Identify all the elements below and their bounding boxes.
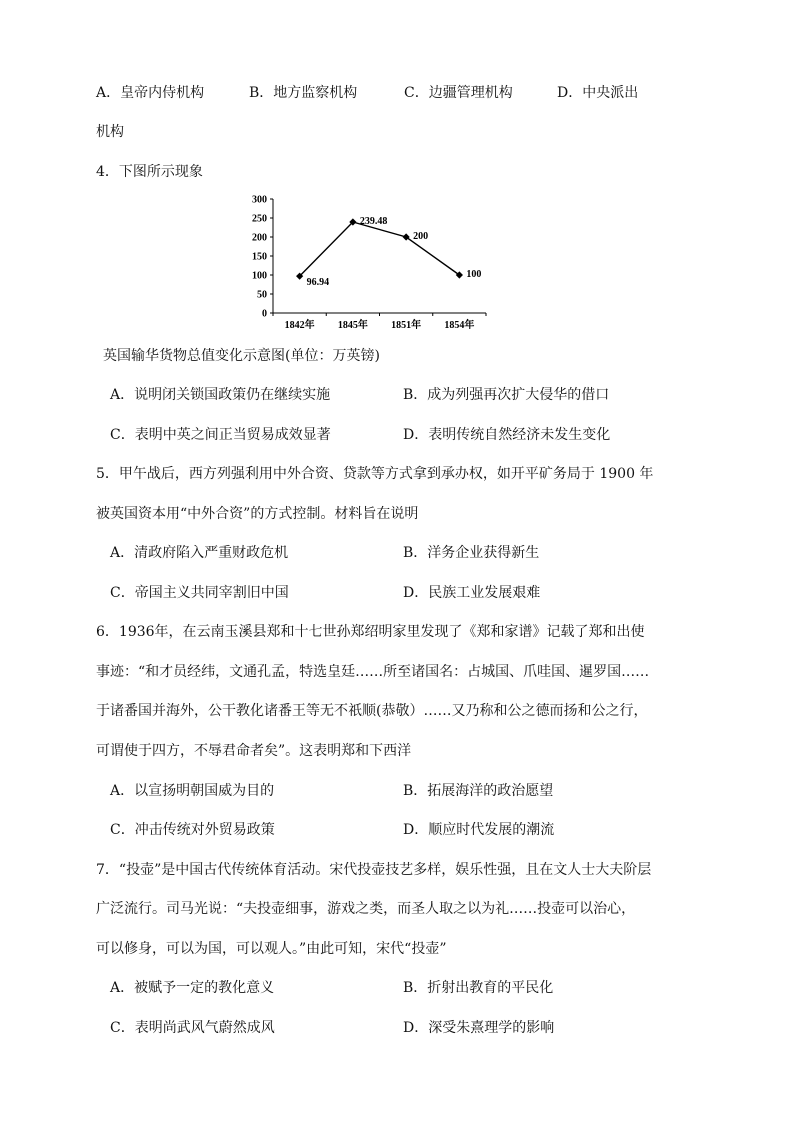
data-label: 239.48 <box>359 215 388 227</box>
q5-stem-line-1: 5．甲午战后，西方列强利用中外合资、贷款等方式拿到承办权，如开平矿务局于 1900 年 <box>96 466 654 482</box>
q7-stem-line-2: 广泛流行。司马光说：“夫投壶细事，游戏之类，而圣人取之以为礼……投壶可以治心， <box>96 901 636 917</box>
q7-option-d: D．深受朱熹理学的影响 <box>403 1020 555 1036</box>
y-tick-label: 100 <box>252 270 267 282</box>
q7-stem-line-1: 7．“投壶”是中国古代传统体育活动。宋代投壶技艺多样，娱乐性强，且在文人士大夫阶层 <box>96 862 652 878</box>
q4-option-c: C．表明中英之间正当贸易成效显著 <box>110 427 331 443</box>
y-tick-label: 0 <box>262 308 267 320</box>
q5-option-b: B．洋务企业获得新生 <box>403 545 540 561</box>
q4-option-d: D．表明传统自然经济未发生变化 <box>403 427 611 443</box>
q5-stem-line-2: 被英国资本用“中外合资”的方式控制。材料旨在说明 <box>96 506 419 522</box>
q3-option-c: C．边疆管理机构 <box>404 85 513 101</box>
series-line <box>300 222 460 276</box>
y-tick-label: 150 <box>252 251 267 263</box>
q6-stem-line-3: 于诸番国并海外，公干教化诸番王等无不祇顺(恭敬）……又乃称和公之德而扬和公之行， <box>96 703 648 719</box>
data-label: 100 <box>466 269 482 280</box>
q5-option-a: A．清政府陷入严重财政危机 <box>110 545 289 561</box>
x-tick-label: 1842年 <box>284 320 315 331</box>
y-tick-label: 50 <box>257 289 267 301</box>
y-tick-label: 200 <box>252 232 267 244</box>
y-tick-label: 300 <box>252 194 267 206</box>
q5-option-d: D．民族工业发展艰难 <box>403 585 541 601</box>
x-tick-label: 1845年 <box>337 320 368 331</box>
q7-stem-line-3: 可以修身，可以为国，可以观人。”由此可知，宋代“投壶” <box>96 941 447 957</box>
data-label: 96.94 <box>306 277 330 289</box>
q7-option-c: C．表明尚武风气蔚然成风 <box>110 1020 275 1036</box>
q6-option-c: C．冲击传统对外贸易政策 <box>110 822 275 838</box>
x-tick-label: 1854年 <box>444 320 475 331</box>
q7-option-b: B．折射出教育的平民化 <box>403 980 554 996</box>
q3-option-b: B．地方监察机构 <box>249 85 358 101</box>
q3-option-a: A．皇帝内侍机构 <box>96 85 205 101</box>
export-value-chart <box>240 192 500 338</box>
y-tick-label: 250 <box>252 213 267 225</box>
q6-stem-line-1: 6．1936年，在云南玉溪县郑和十七世孙郑绍明家里发现了《郑和家谱》记载了郑和出使 <box>96 624 645 640</box>
q6-option-a: A．以宣扬明朝国威为目的 <box>110 783 275 799</box>
chart-caption: 英国输华货物总值变化示意图(单位：万英镑) <box>103 348 380 364</box>
q6-stem-line-4: 可谓使于四方，不辱君命者矣”。这表明郑和下西洋 <box>96 743 412 759</box>
q5-option-c: C．帝国主义共同宰割旧中国 <box>110 585 289 601</box>
q6-option-d: D．顺应时代发展的潮流 <box>403 822 555 838</box>
q4-option-a: A．说明闭关锁国政策仍在继续实施 <box>110 387 331 403</box>
q4-stem: 4．下图所示现象 <box>96 164 203 180</box>
q3-option-d: D．中央派出 <box>557 85 639 101</box>
q6-option-b: B．拓展海洋的政治愿望 <box>403 783 554 799</box>
q7-option-a: A．被赋予一定的教化意义 <box>110 980 275 996</box>
q6-stem-line-2: 事迹：“和才员经纬，文通孔孟，特选皇廷……所至诸国名：占城国、爪哇国、暹罗国…… <box>96 664 650 680</box>
q3-option-d-continuation: 机构 <box>96 124 124 140</box>
data-label: 200 <box>413 231 429 242</box>
x-tick-label: 1851年 <box>391 320 422 331</box>
q4-option-b: B．成为列强再次扩大侵华的借口 <box>403 387 610 403</box>
